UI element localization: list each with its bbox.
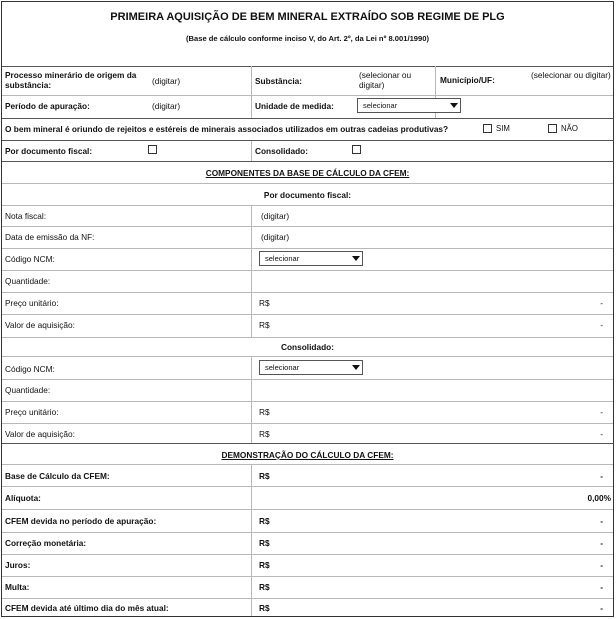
multa-label: Multa: bbox=[5, 582, 30, 592]
base-calculo-currency: R$ bbox=[259, 471, 270, 481]
cfem-periodo-label: CFEM devida no período de apuração: bbox=[5, 516, 157, 526]
row-divider bbox=[2, 337, 613, 338]
consolidado-heading: Consolidado: bbox=[280, 342, 334, 352]
cfem-form-sheet bbox=[1, 1, 614, 617]
processo-input[interactable]: (digitar) bbox=[152, 76, 181, 86]
column-divider bbox=[251, 140, 252, 161]
cons-preco-currency: R$ bbox=[259, 407, 270, 417]
ncm-select-value: selecionar bbox=[265, 254, 300, 263]
nota-fiscal-label: Nota fiscal: bbox=[5, 211, 47, 221]
unidade-label: Unidade de medida: bbox=[255, 101, 334, 111]
cons-preco-value: - bbox=[600, 407, 603, 417]
row-divider bbox=[2, 554, 613, 555]
cons-ncm-label: Código NCM: bbox=[5, 364, 55, 374]
row-divider bbox=[2, 532, 613, 533]
valor-aquisicao-label: Valor de aquisição: bbox=[5, 320, 75, 330]
column-divider bbox=[251, 66, 252, 118]
ncm-select[interactable] bbox=[259, 251, 363, 266]
por-documento-checkbox[interactable] bbox=[148, 145, 157, 154]
row-divider bbox=[2, 226, 613, 227]
row-divider bbox=[2, 486, 613, 487]
cons-quantidade-label: Quantidade: bbox=[5, 385, 51, 395]
cons-valor-value: - bbox=[600, 429, 603, 439]
periodo-input[interactable]: (digitar) bbox=[152, 101, 181, 111]
aliquota-label: Alíquota: bbox=[5, 493, 41, 503]
cons-ncm-select-value: selecionar bbox=[265, 363, 300, 372]
juros-currency: R$ bbox=[259, 560, 270, 570]
nao-checkbox[interactable] bbox=[548, 124, 557, 133]
cons-valor-label: Valor de aquisição: bbox=[5, 429, 75, 439]
por-documento-heading: Por documento fiscal: bbox=[263, 190, 352, 200]
sim-label: SIM bbox=[496, 124, 510, 133]
correcao-value: - bbox=[600, 538, 603, 548]
substancia-label: Substância: bbox=[255, 76, 303, 86]
demonstracao-heading: DEMONSTRAÇÃO DO CÁLCULO DA CFEM: bbox=[221, 450, 394, 460]
row-divider bbox=[2, 464, 613, 465]
nota-fiscal-input[interactable]: (digitar) bbox=[261, 211, 290, 221]
row-divider bbox=[2, 576, 613, 577]
consolidado-checkbox[interactable] bbox=[352, 145, 361, 154]
correcao-currency: R$ bbox=[259, 538, 270, 548]
row-divider bbox=[2, 423, 613, 424]
section-divider bbox=[2, 161, 613, 162]
column-divider bbox=[251, 205, 252, 337]
row-divider bbox=[2, 118, 613, 119]
cons-valor-currency: R$ bbox=[259, 429, 270, 439]
data-emissao-input[interactable]: (digitar) bbox=[261, 232, 290, 242]
row-divider bbox=[2, 248, 613, 249]
multa-value: - bbox=[600, 582, 603, 592]
divider bbox=[2, 66, 613, 67]
base-calculo-value: - bbox=[600, 471, 603, 481]
ncm-label: Código NCM: bbox=[5, 254, 55, 264]
cfem-atual-value: - bbox=[600, 603, 603, 613]
multa-currency: R$ bbox=[259, 582, 270, 592]
row-divider bbox=[2, 598, 613, 599]
row-divider bbox=[2, 509, 613, 510]
column-divider bbox=[251, 356, 252, 443]
cfem-periodo-currency: R$ bbox=[259, 516, 270, 526]
row-divider bbox=[2, 292, 613, 293]
quantidade-label: Quantidade: bbox=[5, 276, 51, 286]
chevron-down-icon[interactable] bbox=[447, 99, 460, 112]
cfem-atual-currency: R$ bbox=[259, 603, 270, 613]
row-divider bbox=[2, 270, 613, 271]
por-documento-label: Por documento fiscal: bbox=[5, 146, 93, 156]
row-divider bbox=[2, 95, 613, 96]
unidade-select-value: selecionar bbox=[363, 101, 398, 110]
cfem-periodo-value: - bbox=[600, 516, 603, 526]
consolidado-label: Consolidado: bbox=[255, 146, 309, 156]
row-divider bbox=[2, 356, 613, 357]
chevron-down-icon[interactable] bbox=[349, 252, 362, 265]
preco-value: - bbox=[600, 298, 603, 308]
row-divider bbox=[2, 140, 613, 141]
juros-label: Juros: bbox=[5, 560, 31, 570]
cons-preco-label: Preço unitário: bbox=[5, 407, 59, 417]
row-divider bbox=[2, 379, 613, 380]
row-divider bbox=[2, 205, 613, 206]
row-divider bbox=[2, 183, 613, 184]
juros-value: - bbox=[600, 560, 603, 570]
preco-label: Preço unitário: bbox=[5, 298, 59, 308]
rejeitos-question: O bem mineral é oriundo de rejeitos e estéreis de minerais associados utilizados em outras cadeias produtivas? bbox=[5, 124, 449, 134]
section-divider bbox=[2, 443, 613, 444]
cfem-atual-label: CFEM devida até último dia do mês atual: bbox=[5, 603, 169, 613]
cons-ncm-select[interactable] bbox=[259, 360, 363, 375]
sim-checkbox[interactable] bbox=[483, 124, 492, 133]
valor-aquisicao-currency: R$ bbox=[259, 320, 270, 330]
form-title: PRIMEIRA AQUISIÇÃO DE BEM MINERAL EXTRAÍDO SOB REGIME DE PLG bbox=[110, 11, 505, 23]
valor-aquisicao-value: - bbox=[600, 320, 603, 330]
componentes-heading: COMPONENTES DA BASE DE CÁLCULO DA CFEM: bbox=[205, 168, 410, 178]
municipio-input[interactable]: (selecionar ou digitar) bbox=[531, 70, 611, 80]
row-divider bbox=[2, 401, 613, 402]
substancia-input[interactable]: (selecionar ou digitar) bbox=[359, 70, 412, 90]
row-divider bbox=[2, 314, 613, 315]
processo-label: Processo minerário de origem da substância: bbox=[5, 70, 137, 90]
data-emissao-label: Data de emissão da NF: bbox=[5, 232, 95, 242]
nao-label: NÃO bbox=[561, 124, 578, 133]
periodo-label: Período de apuração: bbox=[5, 101, 90, 111]
form-subtitle: (Base de cálculo conforme inciso V, do Art. 2º, da Lei nº 8.001/1990) bbox=[185, 34, 429, 43]
municipio-label: Município/UF: bbox=[440, 75, 495, 85]
unidade-select[interactable] bbox=[357, 98, 461, 113]
aliquota-value: 0,00% bbox=[587, 493, 611, 503]
base-calculo-label: Base de Cálculo da CFEM: bbox=[5, 471, 110, 481]
correcao-label: Correção monetária: bbox=[5, 538, 87, 548]
chevron-down-icon[interactable] bbox=[349, 361, 362, 374]
preco-currency: R$ bbox=[259, 298, 270, 308]
